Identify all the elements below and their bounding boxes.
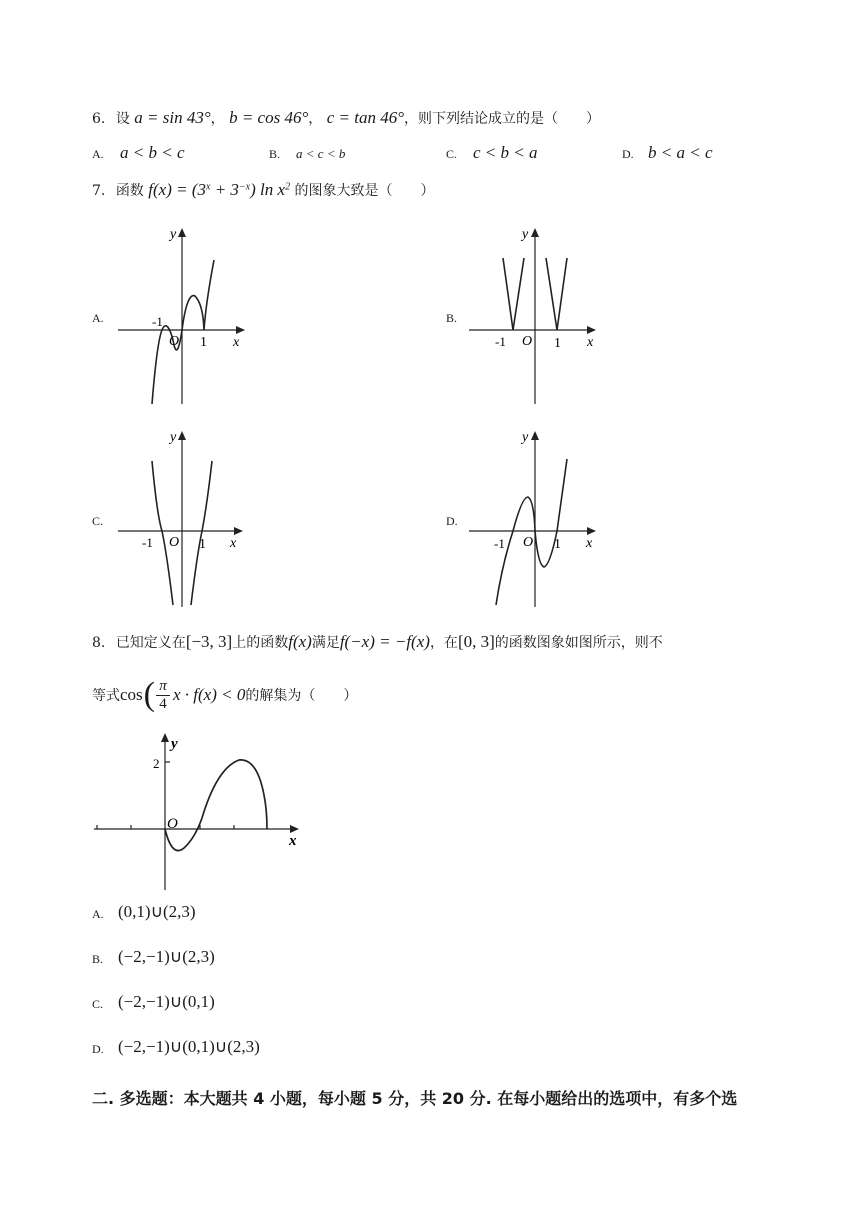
tick-pos: 1 xyxy=(200,335,207,350)
q8-option-b: (−2,−1)∪(2,3) xyxy=(118,947,215,966)
q7-suffix: 的图象大致是（ ） xyxy=(294,183,435,199)
curve-right xyxy=(191,461,212,605)
q8-text-a: 已知定义在 xyxy=(115,635,186,651)
q8-option-c: (−2,−1)∪(0,1) xyxy=(118,992,215,1011)
q7-graph-b-label: B. xyxy=(446,311,458,325)
q6-option-d-label: D. xyxy=(622,147,634,161)
tick-neg: -1 xyxy=(152,314,163,329)
y-axis-arrow xyxy=(531,228,539,237)
q8-option-d-label: D. xyxy=(92,1042,104,1056)
x-label: x xyxy=(586,536,593,551)
q7-graph-c xyxy=(115,425,255,610)
q6-option-d: b < a < c xyxy=(648,143,713,162)
x-axis-arrow xyxy=(587,527,596,535)
x-label: x xyxy=(587,335,594,350)
tick-neg: -1 xyxy=(142,535,153,550)
q7-graph-d-label: D. xyxy=(446,514,458,528)
q8-interval2: [0, 3] xyxy=(457,632,495,651)
q8-fx: f(x) xyxy=(288,632,312,651)
q8-lparen: ( xyxy=(143,676,155,713)
x-axis-arrow xyxy=(236,326,245,334)
q8-fraction xyxy=(156,678,170,712)
q6-option-c: c < b < a xyxy=(473,143,538,162)
q6-stem: 6. 设 a = sin 43°， b = cos 46°， c = tan 46°，则下列结论成立的是（ ） xyxy=(92,108,601,127)
y-axis-arrow xyxy=(178,228,186,237)
x-label: x xyxy=(289,833,297,849)
q6-option-a-label: A. xyxy=(92,147,104,161)
q8-text-d: ，在 xyxy=(429,635,458,651)
tick-neg: -1 xyxy=(494,536,505,551)
q8-option-d: (−2,−1)∪(0,1)∪(2,3) xyxy=(118,1037,260,1056)
q8-text-c: 满足 xyxy=(311,635,340,651)
q8-stem-line2 xyxy=(92,678,357,712)
curve xyxy=(152,260,214,404)
q8-number: 8. xyxy=(92,635,106,651)
q7-graph-c-label: C. xyxy=(92,514,104,528)
x-label: x xyxy=(233,335,240,350)
section-2-heading: 二. 多选题：本大题共 4 小题，每小题 5 分，共 20 分. 在每小题给出的选项中，有多个选 xyxy=(92,1089,738,1108)
q6-suffix: ，则下列结论成立的是（ ） xyxy=(404,111,601,127)
q7-graph-a-label: A. xyxy=(92,311,104,325)
q6-option-b-label: B. xyxy=(269,147,281,161)
q6-number: 6. xyxy=(92,111,106,127)
origin: O xyxy=(522,334,533,349)
q6-prefix: 设 xyxy=(115,111,130,127)
q7-exp1: x xyxy=(206,181,211,193)
q8-frac-den: 4 xyxy=(159,695,167,712)
q6-b-expr: b = cos 46° xyxy=(229,108,309,127)
tick-pos: 1 xyxy=(199,537,206,552)
q8-text-g: 的解集为（ ） xyxy=(245,688,358,704)
q8-option-a: (0,1)∪(2,3) xyxy=(118,902,196,921)
q8-text-b: 上的函数 xyxy=(232,635,289,651)
y-label: y xyxy=(171,736,178,752)
origin: O xyxy=(169,535,180,550)
q8-option-b-label: B. xyxy=(92,952,104,966)
x-axis-arrow xyxy=(290,825,299,833)
q7-stem xyxy=(92,180,435,200)
q8-graph xyxy=(92,730,307,892)
q8-option-c-label: C. xyxy=(92,997,104,1011)
q8-option-a-label: A. xyxy=(92,907,104,921)
q8-cond: f(−x) = −f(x) xyxy=(339,632,430,651)
q8-frac-num: π xyxy=(159,678,167,694)
y-label: y xyxy=(522,227,529,242)
curve xyxy=(165,760,267,851)
y-axis-arrow xyxy=(178,431,186,440)
q7-graph-b xyxy=(466,222,606,412)
curve-right xyxy=(546,258,567,330)
y-label: y xyxy=(170,430,177,445)
x-axis-arrow xyxy=(587,326,596,334)
q8-text-f: 等式 xyxy=(92,688,120,704)
x-label: x xyxy=(230,536,237,551)
q7-plus: + 3 xyxy=(210,180,239,199)
q7-prefix: 函数 xyxy=(115,183,144,199)
y-axis-arrow xyxy=(161,733,169,742)
y-label: y xyxy=(522,430,529,445)
q7-graph-d xyxy=(466,425,606,610)
q7-graph-a xyxy=(115,222,255,412)
x-axis-arrow xyxy=(234,527,243,535)
curve-left xyxy=(152,461,173,605)
q8-stem-line1 xyxy=(92,632,663,652)
q8-interval: [−3, 3] xyxy=(185,632,233,651)
tick-pos: 1 xyxy=(554,336,561,351)
origin: O xyxy=(167,816,178,832)
q6-a-expr: a = sin 43° xyxy=(134,108,211,127)
q6-option-c-label: C. xyxy=(446,147,458,161)
q6-option-a: a < b < c xyxy=(120,143,185,162)
tick-pos: 1 xyxy=(554,537,561,552)
q7-exp2: −x xyxy=(238,181,251,193)
curve-left xyxy=(503,258,524,330)
y-tick-label: 2 xyxy=(153,756,160,771)
q7-func: f(x) = (3 xyxy=(148,180,206,199)
y-label: y xyxy=(170,227,177,242)
q6-c-expr: c = tan 46° xyxy=(326,108,405,127)
q7-number: 7. xyxy=(92,183,106,199)
origin: O xyxy=(169,334,180,349)
curve xyxy=(496,459,567,605)
q6-option-b: a < c < b xyxy=(296,146,346,161)
q7-ln: ) ln x xyxy=(250,180,286,199)
y-axis-arrow xyxy=(531,431,539,440)
q7-sq: 2 xyxy=(285,181,291,193)
q8-cos: cos xyxy=(120,685,143,704)
origin: O xyxy=(523,535,534,550)
q8-ineq-tail: x · f(x) < 0 xyxy=(173,685,246,704)
tick-neg: -1 xyxy=(495,334,506,349)
q8-text-e: 的函数图象如图所示，则不 xyxy=(494,635,663,651)
